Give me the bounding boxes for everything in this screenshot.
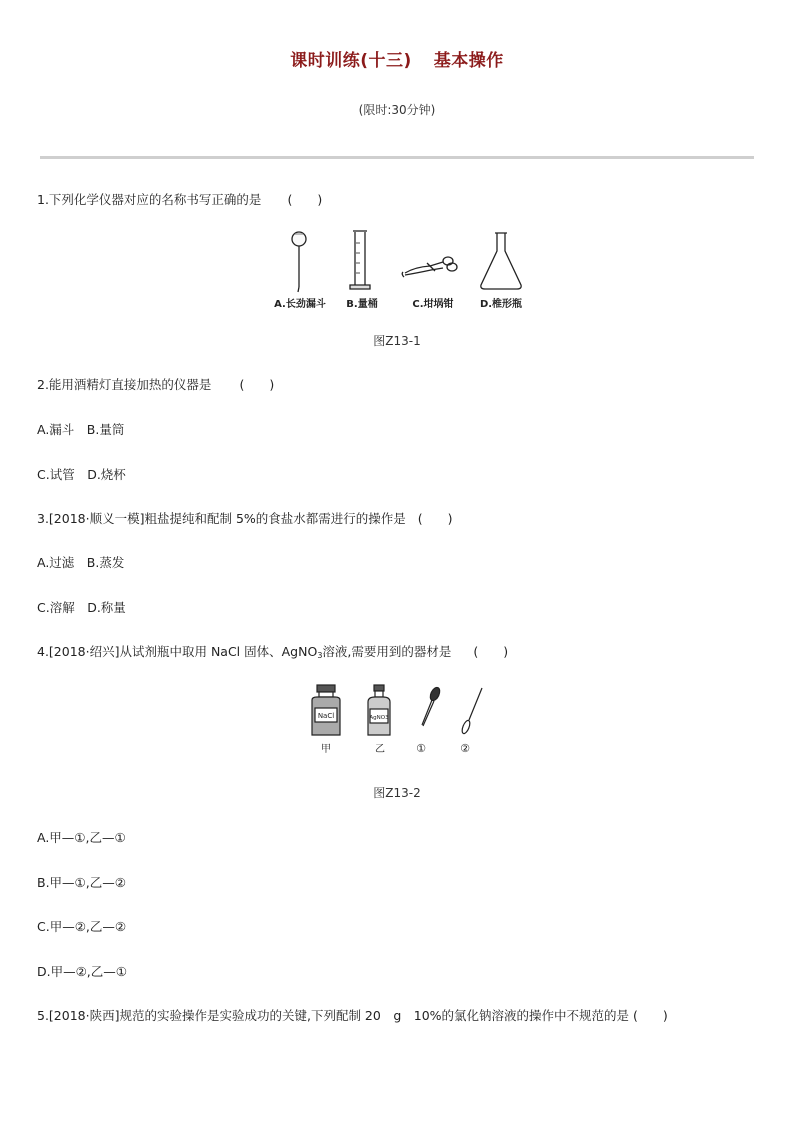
label-2: ② [460,742,470,755]
question-2-options-ab: A.漏斗 B.量筒 [37,422,125,437]
dropper-icon [422,686,442,726]
question-2-stem: 2.能用酒精灯直接加热的仪器是 [37,377,212,392]
subscript-3: 3 [317,651,323,660]
title-main: 课时训练(十三) [290,51,412,71]
label-1: ① [416,742,426,755]
question-4-option-a: A.甲—①,乙—① [37,830,126,845]
figure-caption-1: 图Z13-1 [373,334,421,348]
time-limit: (限时:30分钟) [358,103,436,117]
wide-mouth-bottle-icon [312,685,340,735]
figure-caption-2: 图Z13-2 [373,786,421,800]
answer-paren: ( ) [633,1008,668,1023]
option-b-label: B.量桶 [346,299,378,310]
question-3 [37,509,453,527]
question-2 [37,375,274,393]
question-3-options-ab: A.过滤 B.蒸发 [37,555,125,570]
label-yi: 乙 [375,744,385,755]
crucible-tongs-icon [402,257,457,277]
option-a-label: A.长劲漏斗 [274,299,326,310]
bottle-label-nacl: NaCl [317,712,335,720]
question-3-options-cd: C.溶解 D.称量 [37,600,126,615]
answer-paren: ( ) [473,644,509,659]
figure-z13-2 [300,680,500,760]
question-4-option-d: D.甲—②,乙—① [37,964,127,979]
question-1 [37,190,322,208]
question-3-stem: 3.[2018·顺义一模]粗盐提纯和配制 5%的食盐水都需进行的操作是 [37,511,406,526]
graduated-cylinder-icon [350,231,370,289]
option-d-label: D.椎形瓶 [479,299,523,310]
page-title [0,46,794,71]
header-divider [40,156,754,159]
conical-flask-icon [481,233,521,289]
figure-z13-1 [255,225,545,317]
answer-paren: ( ) [287,192,323,207]
question-4-stem-end: 溶液,需要用到的器材是 [322,644,452,659]
question-4 [37,642,508,660]
answer-paren: ( ) [417,511,453,526]
label-jia: 甲 [321,744,331,755]
question-2-options-cd: C.试管 D.烧杯 [37,467,126,482]
narrow-mouth-bottle-icon [368,685,390,735]
answer-paren: ( ) [239,377,275,392]
medicine-spoon-icon [461,688,482,735]
question-5 [37,1006,668,1024]
question-1-stem: 1.下列化学仪器对应的名称书写正确的是 [37,192,262,207]
option-c-label: C.坩埚钳 [412,299,454,310]
question-4-option-c: C.甲—②,乙—② [37,919,127,934]
question-4-option-b: B.甲—①,乙—② [37,875,126,890]
bottle-label-agno3: AgNO3 [369,715,389,721]
question-4-stem: 4.[2018·绍兴]从试剂瓶中取用 NaCl 固体、AgNO [37,644,318,659]
question-5-stem: 5.[2018·陕西]规范的实验操作是实验成功的关键,下列配制 20 g 10%的氯化钠溶液的操作中不规范的是 [37,1008,630,1023]
title-sub: 基本操作 [433,51,504,71]
thistle-funnel-icon [292,232,306,292]
